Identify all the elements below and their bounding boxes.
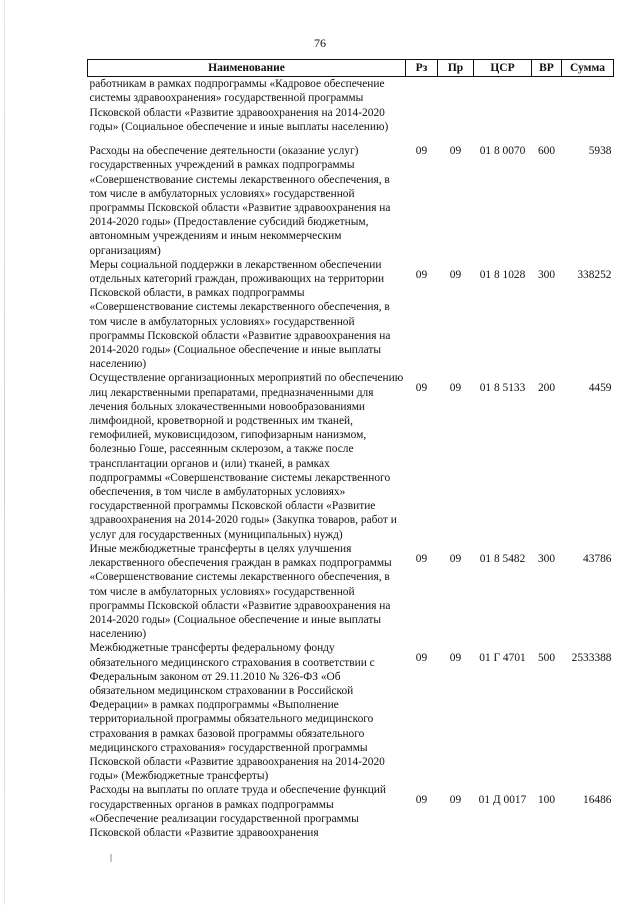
row-vr: 500 (537, 652, 556, 665)
table-row (88, 77, 614, 145)
row-name: Меры социальной поддержки в лекарственном обеспечении отдельных категорий граждан, проживающих на территории Псковской области, в рамках подпрограммы «Совершенствование системы лекарственного обеспечения, в том числе в амбулаторных условиях» государственной программы Псковской области «Развитие здравоохранения на 2014-2020 годы» (Социальное обеспечение и иные выплаты населению) (89, 258, 391, 371)
row-sum: 16486 (583, 794, 612, 807)
row-rz: 09 (415, 552, 428, 565)
row-vr: 600 (537, 145, 556, 158)
header-csr: ЦСР (474, 60, 532, 77)
row-pr: 09 (449, 794, 462, 807)
row-pr (438, 77, 474, 145)
row-pr: 09 (449, 145, 462, 158)
row-sum: 43786 (583, 552, 612, 565)
header-name: Наименование (88, 60, 406, 77)
row-rz: 09 (415, 652, 428, 665)
row-rz: 09 (415, 145, 428, 158)
row-sum: 4459 (588, 382, 612, 395)
row-sum: 5938 (588, 145, 612, 158)
row-rz: 09 (415, 794, 428, 807)
table-row (88, 542, 614, 641)
row-vr: 300 (537, 552, 556, 565)
row-vr: 200 (537, 382, 556, 395)
row-rz: 09 (415, 268, 428, 281)
row-csr: 01 Г 4701 (479, 652, 526, 665)
scan-mark (110, 854, 112, 862)
row-csr: 01 8 5133 (479, 382, 526, 395)
table-row (88, 258, 614, 372)
row-name: Осуществление организационных мероприятий по обеспечению лиц лекарственными препаратами, предназначенными для лечения больных злокачественными новообразованиями лимфоидной, кроветворной и родственных им тканей, гемофилией, муковисцидозом, гипофизарным нанизмом, болезнью Гоше, рассеянным склерозом, а также после трансплантации органов и (или) тканей, в рамках подпрограммы «Совершенствование системы лекарственного обеспечения, в том числе в амбулаторных условиях» государственной программы Псковской области «Развитие здравоохранения на 2014-2020 годы» (Закупка товаров, работ и услуг для государственных (муниципальных) нужд) (89, 372, 404, 541)
row-name: Иные межбюджетные трансферты в целях улучшения лекарственного обеспечения граждан в рамках подпрограммы «Совершенствование системы лекарственного обеспечения, в том числе в амбулаторных условиях» государственной программы Псковской области «Развитие здравоохранения на 2014-2020 годы» (Социальное обеспечение и иные выплаты населению) (89, 542, 392, 641)
row-name: работникам в рамках подпрограммы «Кадровое обеспечение системы здравоохранения» государственной программы Псковской области «Развитие здравоохранения на 2014-2020 годы» (Социальное обеспечение и иные выплаты населению) (89, 78, 389, 133)
row-name: Расходы на выплаты по оплате труда и обеспечение функций государственных органов в рамках подпрограммы «Обеспечение реализации государственной программы Псковской области «Развитие здравоохранения (89, 784, 386, 839)
row-vr: 100 (537, 794, 556, 807)
scan-edge (4, 0, 5, 905)
table-header-row (88, 60, 614, 77)
page-number: 76 (314, 36, 326, 50)
header-vr: ВР (532, 60, 562, 77)
table-row (88, 144, 614, 258)
budget-table (87, 59, 614, 840)
row-vr (532, 77, 562, 145)
row-name: Межбюджетные трансферты федеральному фонду обязательного медицинского страхования в соответствии с Федеральным законом от 29.11.2010 № 326-ФЗ «Об обязательном медицинском страховании в Российской Федерации» в рамках подпрограммы «Выполнение территориальной программы обязательного медицинского страхования в рамках базовой программы обязательного медицинского страхования» государственной программы Псковской области «Развитие здравоохранения на 2014-2020 годы» (Межбюджетные трансферты) (89, 642, 385, 783)
row-pr: 09 (449, 552, 462, 565)
row-name: Расходы на обеспечение деятельности (оказание услуг) государственных учреждений в рамках подпрограммы «Совершенствование системы лекарственного обеспечения, в том числе в амбулаторных условиях» государственной программы Псковской области «Развитие здравоохранения на 2014-2020 годы» (Предоставление субсидий бюджетным, автономным учреждениям и иным некоммерческим организациям) (89, 145, 391, 257)
row-rz (406, 77, 438, 145)
row-rz: 09 (415, 382, 428, 395)
row-sum (562, 77, 614, 145)
table-row (88, 783, 614, 840)
row-sum: 2533388 (571, 652, 612, 665)
row-pr: 09 (449, 382, 462, 395)
row-csr: 01 8 0070 (479, 145, 526, 158)
row-csr: 01 8 1028 (479, 268, 526, 281)
row-csr: 01 8 5482 (479, 552, 526, 565)
table-row (88, 371, 614, 541)
row-csr: 01 Д 0017 (478, 794, 527, 807)
header-pr: Пр (438, 60, 474, 77)
row-csr (474, 77, 532, 145)
header-rz: Рз (406, 60, 438, 77)
row-sum: 338252 (577, 268, 612, 281)
table-row (88, 641, 614, 783)
row-pr: 09 (449, 268, 462, 281)
header-sum: Сумма (562, 60, 614, 77)
row-vr: 300 (537, 268, 556, 281)
row-pr: 09 (449, 652, 462, 665)
